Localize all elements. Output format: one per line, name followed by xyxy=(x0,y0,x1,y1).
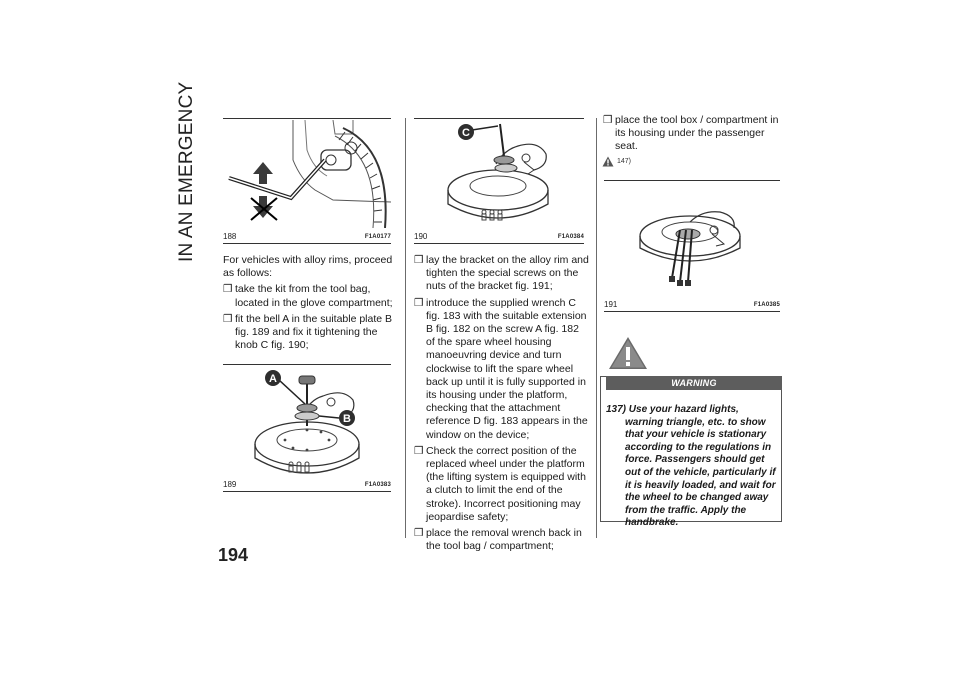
figure-code: F1A0385 xyxy=(753,302,780,308)
figure-190-illustration xyxy=(414,120,584,228)
figure-code: F1A0384 xyxy=(557,234,584,240)
figure-190 xyxy=(414,118,584,244)
warning-triangle-icon xyxy=(608,336,648,370)
callout-label: C xyxy=(462,127,470,139)
column-3-text xyxy=(603,114,779,157)
warning-reference xyxy=(602,156,631,167)
checkbox-bullet-icon: ❒ xyxy=(603,114,613,126)
intro-paragraph: For vehicles with alloy rims, proceed as follows: xyxy=(223,254,393,280)
figure-top-rule xyxy=(223,118,391,119)
figure-189 xyxy=(223,364,391,492)
list-item-text: fit the bell A in the suitable plate B fig. 189 and fix it tightening the knob C fig. 190; xyxy=(235,312,393,352)
figure-bottom-rule xyxy=(223,243,391,244)
list-item-text: place the tool box / compartment in its housing under the passenger seat. xyxy=(615,114,779,153)
checkbox-bullet-icon: ❒ xyxy=(414,527,424,540)
list-item xyxy=(603,114,779,154)
figure-top-rule xyxy=(604,180,780,181)
callout-label: A xyxy=(269,373,277,385)
list-item-text: lay the bracket on the alloy rim and tighten the special screws on the nuts of the bracket fig. 191; xyxy=(426,254,589,293)
column-1-text xyxy=(223,254,393,355)
figure-number: 190 xyxy=(414,232,428,241)
figure-bottom-rule xyxy=(414,243,584,244)
figure-191 xyxy=(604,180,780,312)
warning-panel xyxy=(600,342,782,529)
warning-reference-number: 147) xyxy=(617,158,632,165)
figure-bottom-rule xyxy=(604,311,780,312)
section-title: IN AN EMERGENCY xyxy=(176,81,197,262)
list-item xyxy=(223,283,393,309)
figure-code: F1A0383 xyxy=(364,482,391,488)
list-item-text: Check the correct position of the replaced wheel under the platform (the lifting system is equipped with a clutch to limit the end of the stroke). Incorrect positioning may jeopardise safety; xyxy=(426,444,586,523)
list-item xyxy=(223,313,393,353)
list-item xyxy=(414,254,590,294)
callout-label: B xyxy=(343,413,351,425)
column-divider-1 xyxy=(405,118,406,538)
figure-bottom-rule xyxy=(223,491,391,492)
figure-number: 191 xyxy=(604,300,618,309)
figure-188 xyxy=(223,118,391,244)
checkbox-bullet-icon: ❒ xyxy=(414,444,424,457)
figure-189-illustration xyxy=(223,366,391,476)
figure-number: 189 xyxy=(223,480,237,489)
checkbox-bullet-icon: ❒ xyxy=(414,296,424,309)
warning-text: 137) Use your hazard lights, warning triangle, etc. to show that your vehicle is stationary according to the regulations in force. Passengers should get out of the vehicle, particularly if it is heavily loaded, and wait for the wheel to be changed away from the traffic. Apply the handbrake. xyxy=(606,404,776,529)
checkbox-bullet-icon: ❒ xyxy=(414,254,424,266)
figure-code: F1A0177 xyxy=(364,234,391,240)
column-divider-2 xyxy=(596,118,597,538)
checkbox-bullet-icon: ❒ xyxy=(223,283,233,296)
column-2-text xyxy=(414,254,590,556)
figure-top-rule xyxy=(223,364,391,365)
list-item xyxy=(414,445,590,524)
list-item xyxy=(414,527,590,553)
warning-heading: WARNING xyxy=(606,376,782,390)
page-number: 194 xyxy=(218,545,249,565)
warning-triangle-icon xyxy=(602,156,614,167)
figure-188-illustration xyxy=(223,120,391,228)
list-item-text: introduce the supplied wrench C fig. 183 with the suitable extension B fig. 182 on the screw A fig. 182 of the spare wheel housing manoeuvring device and turn clockwise to lift the spare wheel back up until it is fully supported in its housing under the platform, checking that the attachment reference D fig. 183 appears in the window on the device; xyxy=(426,296,588,441)
figure-top-rule xyxy=(414,118,584,119)
list-item-text: take the kit from the tool bag, located in the glove compartment; xyxy=(235,283,393,309)
list-item-text: place the removal wrench back in the tool bag / compartment; xyxy=(426,527,582,553)
list-item xyxy=(414,297,590,442)
figure-191-illustration xyxy=(604,182,780,296)
checkbox-bullet-icon: ❒ xyxy=(223,312,233,325)
figure-number: 188 xyxy=(223,232,237,241)
